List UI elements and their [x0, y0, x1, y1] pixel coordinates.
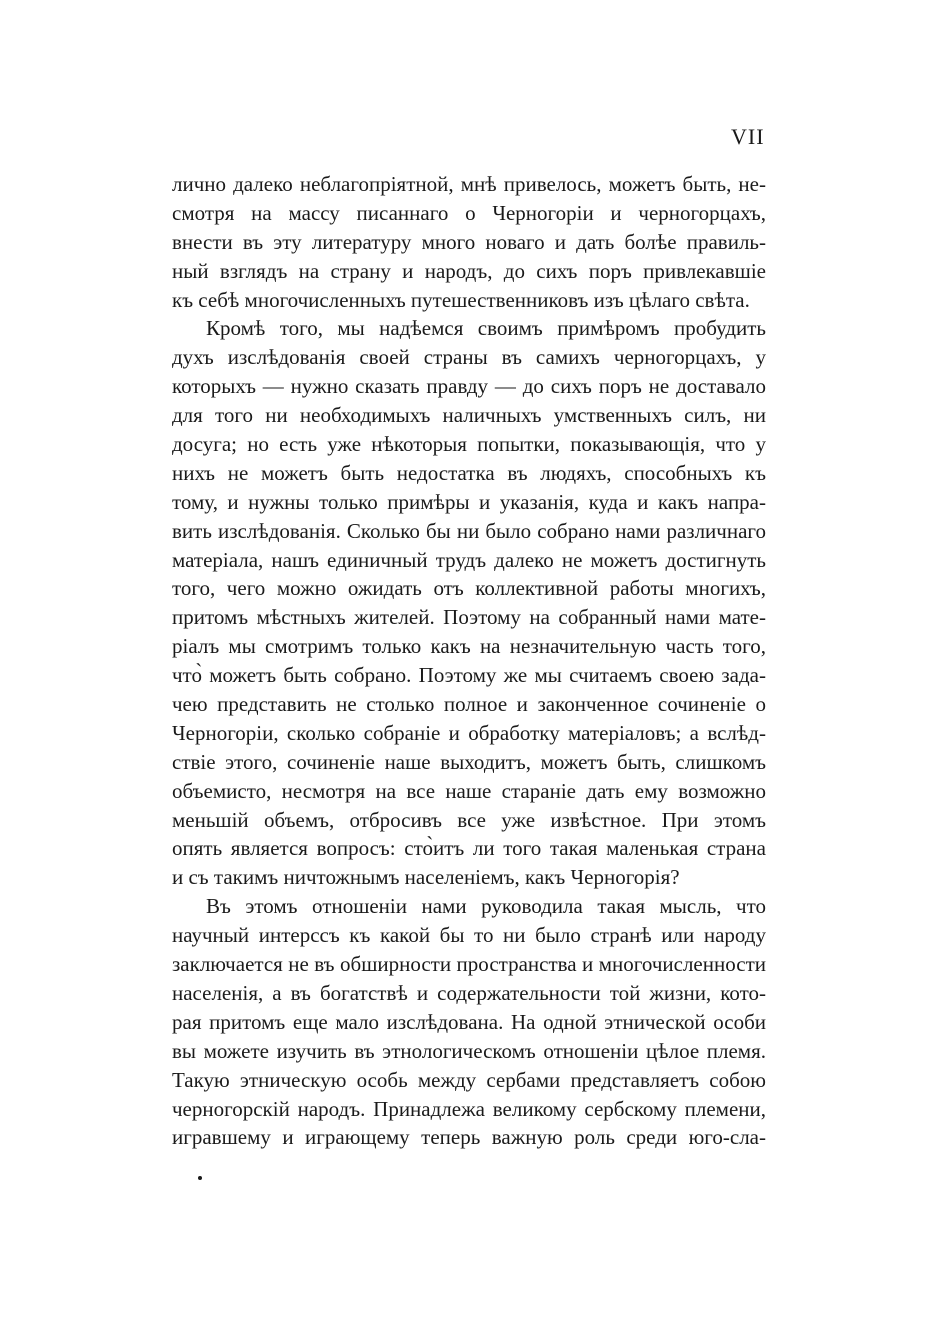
text-line: заключается не въ обширности пространства и многочисленности	[172, 952, 766, 977]
body-text	[172, 170, 766, 1152]
text-line: научный интерссъ къ какой бы то ни было странѣ или народу	[172, 923, 766, 948]
text-line: смотря на массу писаннаго о Черногоріи и черногорцахъ,	[172, 200, 766, 225]
text-line: опять является вопросъ: сто̀итъ ли того такая маленькая страна	[172, 836, 766, 861]
ink-speck-mark	[198, 1176, 202, 1180]
text-line: рая притомъ еще мало изслѣдована. На одной этнической особи	[172, 1009, 766, 1034]
text-line: притомъ мѣстныхъ жителей. Поэтому на собранный нами мате-	[172, 605, 766, 630]
text-line: которыхъ — нужно сказать правду — до сихъ поръ не доставало	[172, 374, 766, 399]
text-line: лично далеко неблагопріятной, мнѣ привелось, можетъ быть, не-	[172, 172, 766, 196]
text-line: вить изслѣдованія. Сколько бы ни было собрано нами различнаго	[172, 518, 766, 543]
text-line: меньшій объемъ, отбросивъ все уже извѣстное. При этомъ	[172, 807, 766, 832]
text-line: къ себѣ многочисленныхъ путешественниковъ изъ цѣлаго свѣта.	[172, 287, 750, 312]
text-line: ный взглядъ на страну и народъ, до сихъ поръ привлекавшіе	[172, 258, 766, 283]
text-line: матеріала, нашъ единичный трудъ далеко не можетъ достигнуть	[172, 547, 766, 572]
paragraph-start-line: Въ этомъ отношеніи нами руководила такая мысль, что	[206, 894, 766, 919]
text-line: что̀ можетъ быть собрано. Поэтому же мы считаемъ своею зада-	[172, 663, 766, 688]
text-line: ріалъ мы смотримъ только какъ на незначительную часть того,	[172, 634, 766, 659]
text-line: населенія, а въ богатствѣ и содержательности той жизни, кото-	[172, 980, 766, 1005]
text-line: духъ изслѣдованія своей страны въ самихъ черногорцахъ, у	[172, 345, 766, 370]
paragraph-start-line: Кромѣ того, мы надѣемся своимъ примѣромъ пробудить	[206, 316, 766, 341]
text-line: игравшему и играющему теперь важную роль среди юго-сла-	[172, 1125, 766, 1150]
text-line: Черногоріи, сколько собраніе и обработку матеріаловъ; а вслѣд-	[172, 720, 766, 745]
text-line: внести въ эту литературу много новаго и дать болѣе правиль-	[172, 229, 766, 254]
text-line: тому, и нужны только примѣры и указанія, куда и какъ напра-	[172, 489, 766, 514]
text-line: досуга; но есть уже нѣкоторыя попытки, показывающія, что у	[172, 432, 766, 457]
text-line: чею представить не столько полное и законченное сочиненіе о	[172, 692, 766, 717]
text-line: вы можете изучить въ этнологическомъ отношеніи цѣлое племя.	[172, 1038, 766, 1063]
text-line: для того ни необходимыхъ наличныхъ умственныхъ силъ, ни	[172, 403, 766, 428]
text-line: и съ такимъ ничтожнымъ населеніемъ, какъ Черногорія?	[172, 865, 680, 890]
text-line: объемисто, несмотря на все наше стараніе дать ему возможно	[172, 778, 766, 803]
text-line: того, чего можно ожидать отъ коллективной работы многихъ,	[172, 576, 766, 601]
text-line: Такую этническую особь между сербами представляетъ собою	[172, 1067, 766, 1092]
text-line: нихъ не можетъ быть недостатка въ людяхъ, способныхъ къ	[172, 460, 766, 485]
page-number: VII	[731, 124, 765, 149]
text-line: черногорскій народъ. Принадлежа великому сербскому племени,	[172, 1096, 766, 1121]
text-line: ствіе этого, сочиненіе наше выходитъ, можетъ быть, слишкомъ	[172, 749, 766, 774]
